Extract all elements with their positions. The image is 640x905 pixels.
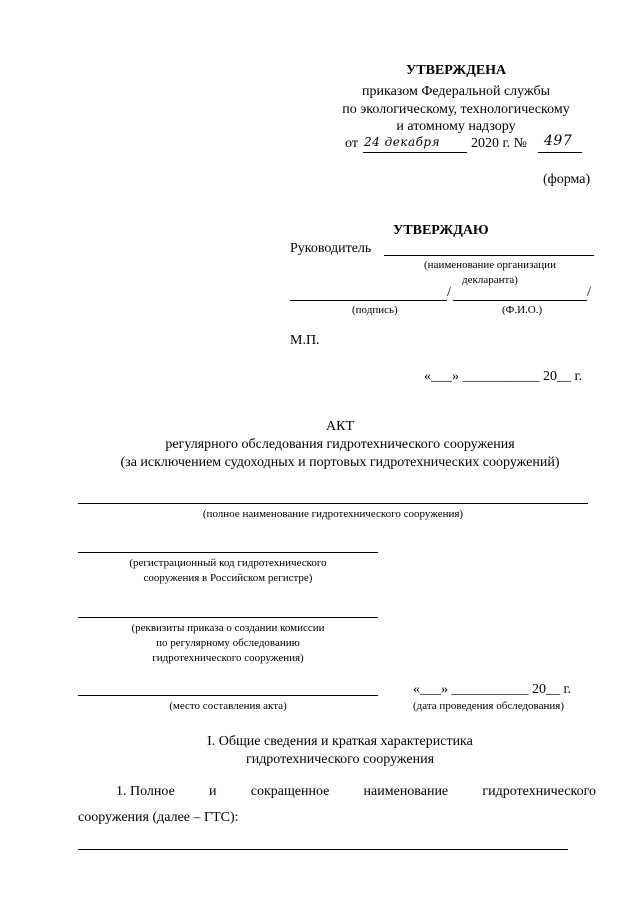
place-line (78, 695, 378, 696)
reg-code-line (78, 552, 378, 553)
full-name-caption: (полное наименование гидротехнического сооружения) (202, 508, 464, 520)
org-caption: (наименование организации декларанта) (424, 259, 556, 286)
approval-date-handwritten: 24 декабря (364, 135, 441, 149)
head-label: Руководитель (290, 241, 372, 256)
order-caption-3: гидротехнического сооружения) (152, 652, 304, 664)
item-1-word-3: сокращенное (250, 784, 330, 799)
form-label: (форма) (543, 172, 591, 187)
approval-line-2: по экологическому, технологическому (342, 102, 570, 117)
section-1-title-1: I. Общие сведения и краткая характеристика (207, 734, 473, 749)
approval-number-line (538, 152, 582, 153)
approval-year-text: 2020 г. № (471, 136, 528, 151)
place-caption: (место составления акта) (169, 700, 287, 712)
slash-2: / (587, 285, 591, 300)
survey-date: «___» ___________ 20__ г. (413, 682, 572, 697)
item-1-line-1 (116, 784, 596, 800)
mp-label: М.П. (290, 333, 320, 348)
approval-line-3: и атомному надзору (396, 119, 516, 134)
sign-caption: (подпись) (352, 304, 398, 316)
org-name-line (384, 255, 594, 256)
item-1-word-4: наименование (363, 784, 449, 799)
act-subtitle-1: регулярного обследования гидротехнического сооружения (165, 437, 515, 452)
slash-1: / (447, 285, 451, 300)
item-1-answer-line (78, 849, 568, 850)
reg-code-caption-1: (регистрационный код гидротехнического (129, 557, 327, 569)
order-caption-2: по регулярному обследованию (156, 637, 300, 649)
item-1-line-2: сооружения (далее – ГТС): (78, 810, 239, 825)
full-name-line (78, 503, 588, 504)
fio-caption: (Ф.И.О.) (502, 304, 543, 316)
signature-line (290, 300, 447, 301)
reg-code-caption-2: сооружения в Российском регистре) (143, 572, 313, 584)
approve-title: УТВЕРЖДАЮ (393, 223, 489, 238)
fio-line (453, 300, 587, 301)
approval-line-1: приказом Федеральной службы (362, 84, 550, 99)
approval-title: УТВЕРЖДЕНА (406, 63, 507, 78)
order-caption-1: (реквизиты приказа о создании комиссии (131, 622, 325, 634)
item-1-word-5: гидротехнического (482, 784, 596, 799)
order-line (78, 617, 378, 618)
approve-date: «___» ___________ 20__ г. (424, 369, 583, 384)
approval-date-line (363, 152, 467, 153)
section-1-title-2: гидротехнического сооружения (245, 752, 435, 767)
item-1-word-1: 1. Полное (116, 784, 175, 799)
approval-number-handwritten: 497 (544, 133, 573, 149)
item-1-word-2: и (209, 784, 217, 799)
survey-date-caption: (дата проведения обследования) (413, 700, 564, 712)
approval-from-prefix: от (345, 136, 358, 151)
act-title: АКТ (326, 419, 354, 434)
act-subtitle-2: (за исключением судоходных и портовых гидротехнических сооружений) (120, 455, 560, 470)
